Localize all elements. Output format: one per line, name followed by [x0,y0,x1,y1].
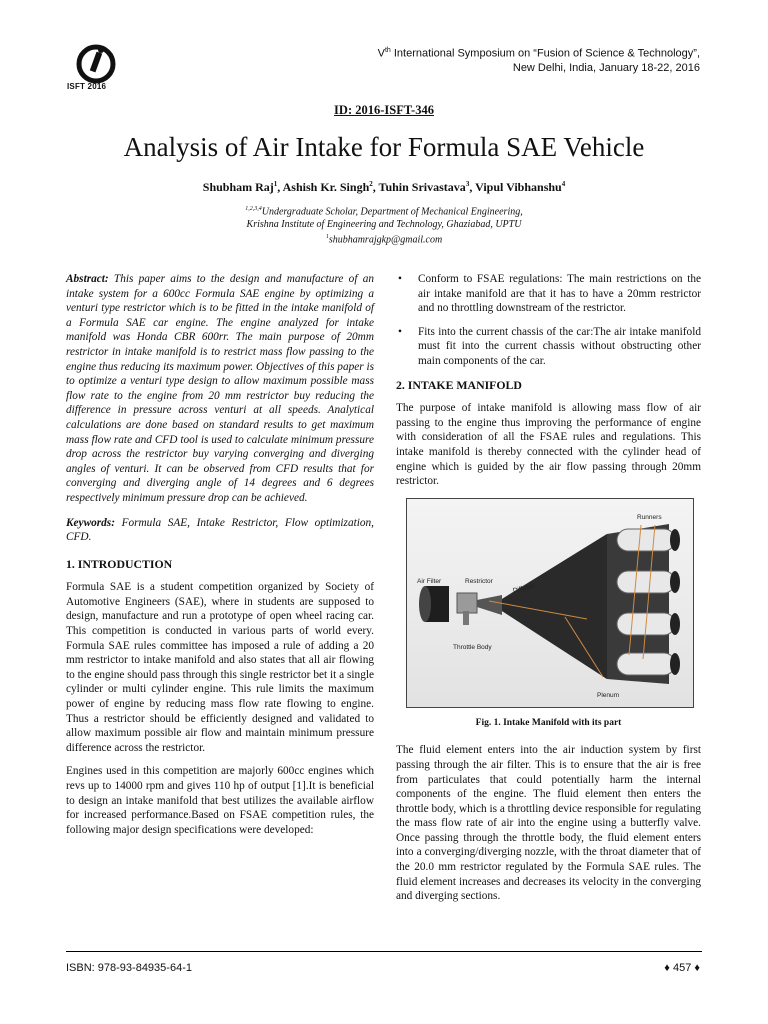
author-name: Vipul Vibhanshu [475,180,562,194]
author-list: Shubham Raj$^1$, Ashish Kr. Singh$^2$, Tuhin Srivastava$^3$, Vipul Vibhanshu$^4$ [202,180,566,194]
intake-manifold-figure [406,498,694,708]
manifold-paragraph-2: The fluid element enters into the air induction system by first passing through the air filter. This is to ensure that the air is free from particulates that could potentially harm the internal components of the engine. The fluid element then enters the throttle body, which is a throttling device responsible for regulating the mass flow rate of air into the engine using a butterfly valve. Once passing through the throttle body, the fluid element enters into a converging/diverging nozzle, with the throat diameter that of the 20.0 mm restrictor regulated by the Formula SAE rules. The fluid element increases and decreases its velocity in the converging and diverging sections. [396,744,701,903]
footer-isbn: ISBN: 978-93-84935-64-1 [66,962,192,974]
intake-manifold-illustration [407,499,693,707]
manifold-paragraph-1: The purpose of intake manifold is allowing mass flow of air passing to the engine thus improving the performance of engine with consideration of all the FSAE rules and regulations. This intake manifold is thereby connected with the cylinder head of engine which is guided by the air flow passing through 20mm restrictor. [396,402,701,488]
author-name: Tuhin Srivastava [378,180,466,194]
paper-title: Analysis of Air Intake for Formula SAE Vehicle [123,132,645,162]
figure-label-restrictor: Restrictor [465,577,493,585]
intro-paragraph-2: Engines used in this competition are majorly 600cc engines which revs up to 14000 rpm and gives 110 hp of output [1].It is beneficial to design an intake manifold that best utilizes the available airflow for increased performance.Based on FSAE competition rules, the following major design specifications were developed: [66,765,374,836]
logo-text: ISFT 2016 [67,82,107,91]
author-email: shubhamrajgkp@gmail.com [328,234,443,246]
figure-label-throttle-body: Throttle Body [453,643,492,651]
right-column [396,272,701,913]
figure-label-plenum: Plenum [597,691,620,699]
author-name: Ashish Kr. Singh [282,180,370,194]
author-name: Shubham Raj [202,180,274,194]
keywords: Keywords: Formula SAE, Intake Restrictor, Flow optimization, CFD. [66,516,374,544]
conference-line-1: Vth International Symposium on “Fusion of Science & Technology”, [377,47,700,60]
bullet-icon: • [398,325,402,338]
left-column [66,272,374,846]
conference-header [280,44,700,75]
bullet-icon: • [398,273,402,285]
abstract: Abstract: This paper aims to the design and manufacture of an intake system for a 600cc Formula SAE engine by optimizing a venturi type restrictor which is to be fitted in the intake manifold of a Formula SAE car engine. The engine analyzed for intake manifold was Honda CBR 600rr. The main purpose of 20mm restrictor in intake manifold is to restrict mass flow passing to the engine thus reducing its maximum power. Objectives of this paper is to optimize a venturi type design to allow maximum possible mass flow rate to the engine from 20 mm restrictor buy reducing the difference in pressure across venturi at all speeds. Analytical calculations are done based on standard results to get maximum mass flow rate and CFD tool is used to calculate minimum pressure drop across the restrictor buy varying converging and diverging angles of venturi. It can be observed from CFD results that for converging and diverging angle of 14 degrees and 6 degrees respectively minimum pressure drop can be achieved. [66,273,375,504]
figure-label-runners: Runners [637,513,662,521]
list-item: • Fits into the current chassis of the car:The air intake manifold must fit into the current chassis without obstructing other main components of the car. [398,325,701,367]
footer-divider [66,951,702,952]
conference-line-2: New Delhi, India, January 18-22, 2016 [512,61,700,74]
paper-id: ID: 2016-ISFT-346 [334,103,434,117]
section-heading-introduction: 1. INTRODUCTION [66,556,173,571]
figure-label-air-filter: Air Filter [417,577,442,585]
figure-label-diffuser: Diffuser [512,582,536,595]
design-spec-list [396,272,701,369]
footer-page-number: ♦ 457 ♦ [664,962,700,974]
list-item: • Conform to FSAE regulations: The main restrictions on the air intake manifold are that it has to have a 20mm restrictor and no throttling downstream of the restrictor. [398,273,701,315]
figure-caption: Fig. 1. Intake Manifold with its part [475,717,622,728]
intro-paragraph-1: Formula SAE is a student competition organized by Society of Automotive Engineers (SAE), where in students are supposed to design, manufacture and run a prototype of open wheel racing car. This competition is conducted in various parts of world every. Formula SAE rules committee has imposed a rule of adding a 20 mm restrictor to intake manifold and also states that all air flowing to the engine should pass through this single restrictor bet it a single cylinder or multi cylinder engine. This rule limits the maximum power of engine by reducing mass flow rate flowing to engine. Thus a restrictor should be efficiently designed and validated to allow maximum possible air flow and maintain minimum pressure difference across the restrictor. [66,581,374,754]
affiliation: $^{1,2,3,4}$Undergraduate Scholar, Department of Mechanical Engineering, Krishna Institute of Engineering and Technology, Ghaziabad, UPTU $^1$shubhamrajgkp@gmail.com [245,206,523,246]
section-heading-intake-manifold: 2. INTAKE MANIFOLD [396,377,522,392]
